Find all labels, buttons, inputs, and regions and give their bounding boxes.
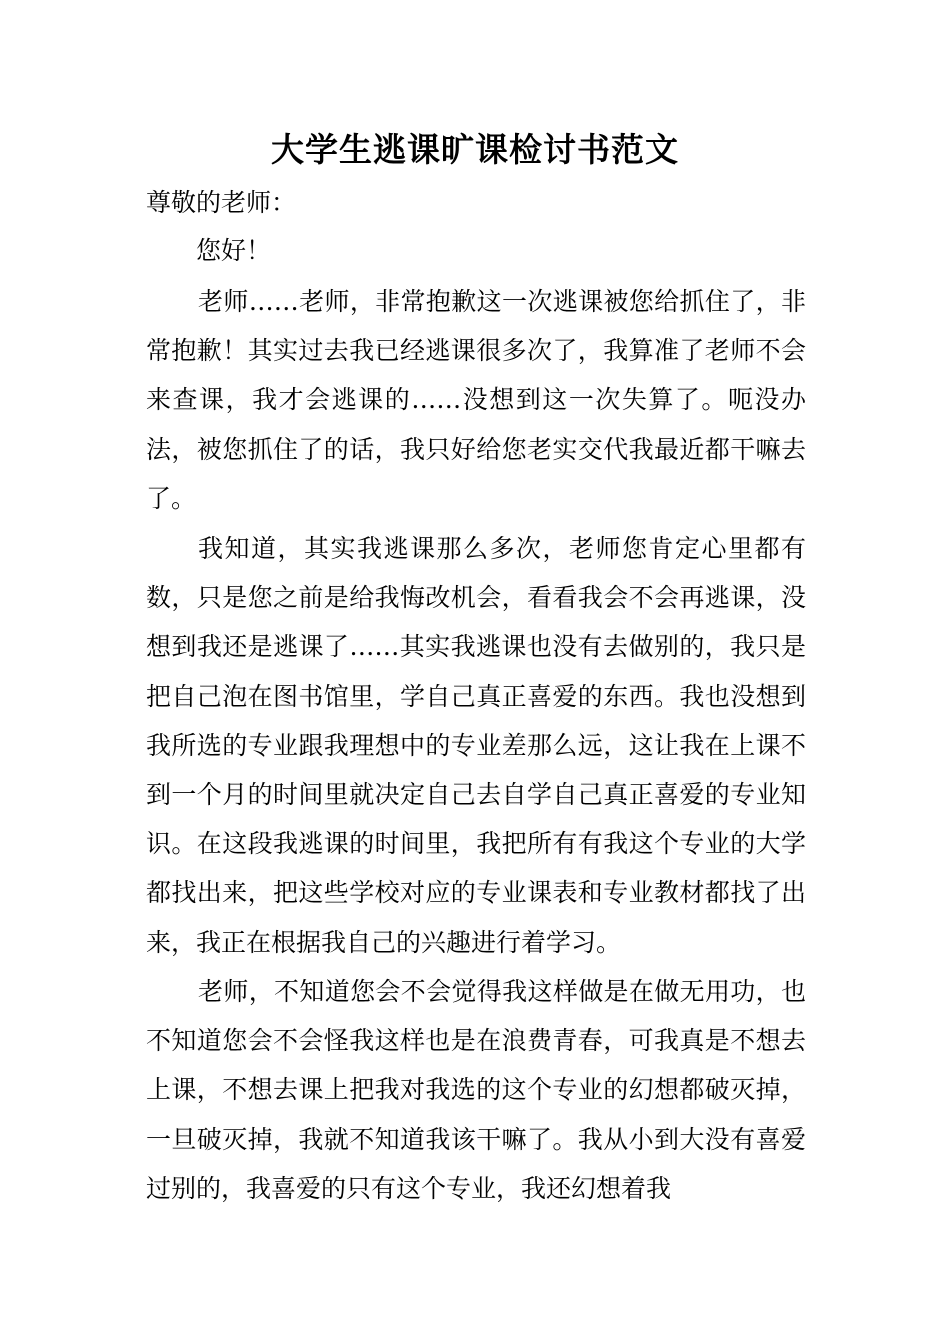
paragraph-3 <box>146 967 806 1213</box>
paragraph-text: 我知道，其实我逃课那么多次，老师您肯定心里都有数，只是您之前是给我悔改机会，看看我会不会再逃课，没想到我还是逃课了……其实我逃课也没有去做别的，我只是把自己泡在图书馆里，学自己真正喜爱的东西。我也没想到我所选的专业跟我理想中的专业差那么远，这让我在上课不到一个月的时间里就决定自己去自学自己真正喜爱的专业知识。在这段我逃课的时间里，我把所有有我这个专业的大学都找出来，把这些学校对应的专业课表和专业教材都找了出来，我正在根据我自己的兴趣进行着学习。 <box>146 534 806 957</box>
paragraph-1 <box>146 277 806 523</box>
paragraph-text: 老师……老师，非常抱歉这一次逃课被您给抓住了，非常抱歉！其实过去我已经逃课很多次了，我算准了老师不会来查课，我才会逃课的……没想到这一次失算了。呃没办法，被您抓住了的话，我只好给您老实交代我最近都干嘛去了。 <box>146 287 806 513</box>
salutation <box>146 178 806 227</box>
paragraph-text: 老师，不知道您会不会觉得我这样做是在做无用功，也不知道您会不会怪我这样也是在浪费青春，可我真是不想去上课，不想去课上把我对我选的这个专业的幻想都破灭掉，一旦破灭掉，我就不知道我该干嘛了。我从小到大没有喜爱过别的，我喜爱的只有这个专业，我还幻想着我 <box>146 977 806 1203</box>
paragraph-2 <box>146 524 806 967</box>
greeting-text: 您好！ <box>196 236 272 265</box>
document-title: 大学生逃课旷课检讨书范文 <box>271 130 679 169</box>
salutation-text: 尊敬的老师： <box>146 188 297 217</box>
greeting <box>146 226 806 275</box>
